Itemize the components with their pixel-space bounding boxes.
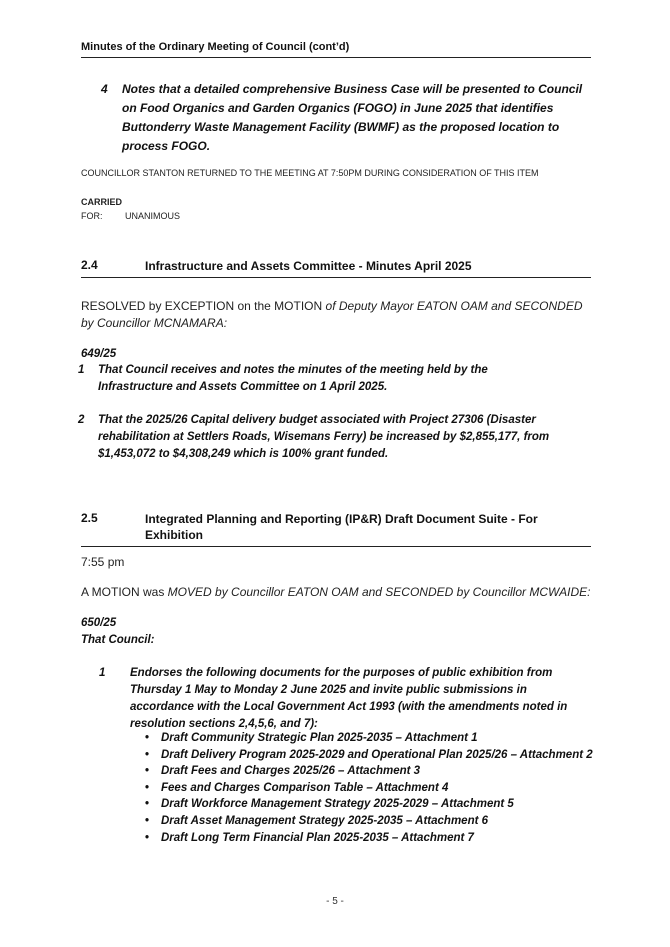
resolution-number-649: 649/25 [81, 348, 117, 360]
section-heading-2-5 [81, 511, 591, 547]
resolution-item-1-exhibition [81, 665, 591, 733]
that-council-heading: That Council: [81, 634, 155, 646]
list-item: • Fees and Charges Comparison Table – Attachment 4 [145, 780, 595, 797]
item-number: 2 [78, 414, 85, 426]
list-item: • Draft Community Strategic Plan 2025-2035 – Attachment 1 [145, 730, 595, 747]
page-number: - 5 - [326, 896, 344, 907]
item-number: 4 [101, 82, 108, 96]
item-text: That the 2025/26 Capital delivery budget associated with Project 27306 (Disaster rehabilitation at Settlers Roads, Wisemans Ferry) be increased by $2,855,177, from $1,453,072 to $4,308,249 which is 100% grant funded. [98, 414, 550, 460]
page-header: Minutes of the Ordinary Meeting of Council (cont’d) [81, 41, 591, 58]
list-item: • Draft Long Term Financial Plan 2025-2035 – Attachment 7 [145, 830, 595, 847]
list-item: • Draft Asset Management Strategy 2025-2035 – Attachment 6 [145, 813, 595, 830]
councillor-returned-note: COUNCILLOR STANTON RETURNED TO THE MEETING AT 7:50PM DURING CONSIDERATION OF THIS ITEM [81, 168, 539, 178]
section-title: Infrastructure and Assets Committee - Minutes April 2025 [145, 259, 472, 273]
list-item: • Draft Workforce Management Strategy 2025-2029 – Attachment 5 [145, 796, 595, 813]
resolution-item-2 [78, 412, 601, 463]
for-value: UNANIMOUS [125, 211, 181, 221]
motion-statement-2-4 [81, 298, 591, 332]
section-title: Integrated Planning and Reporting (IP&R) Draft Document Suite - For Exhibition [145, 512, 538, 542]
motion-mover: of Deputy Mayor EATON OAM and SECONDED by Councillor MCNAMARA: [81, 299, 583, 330]
carried-label: CARRIED [81, 197, 123, 207]
meeting-time: 7:55 pm [81, 555, 125, 569]
for-label: FOR: [81, 211, 103, 221]
resolution-item-1 [78, 362, 601, 396]
list-item: • Draft Delivery Program 2025-2029 and Operational Plan 2025/26 – Attachment 2 [145, 747, 595, 764]
item-number: 1 [99, 667, 106, 679]
item-text: That Council receives and notes the minutes of the meeting held by the Infrastructure and Assets Committee on 1 April 2025. [98, 364, 488, 393]
resolution-number-650: 650/25 [81, 617, 117, 629]
motion-prefix: RESOLVED by EXCEPTION on the MOTION [81, 299, 323, 313]
motion-prefix: A MOTION was [81, 585, 165, 599]
motion-mover: MOVED by Councillor EATON OAM and SECONDED by Councillor MCWAIDE: [164, 585, 591, 599]
section-number: 2.4 [81, 258, 98, 272]
list-item: • Draft Fees and Charges 2025/26 – Attachment 3 [145, 763, 595, 780]
attachment-list [145, 730, 595, 846]
section-number: 2.5 [81, 511, 98, 525]
motion-statement-2-5 [81, 584, 591, 601]
item-text: Endorses the following documents for the purposes of public exhibition from Thursday 1 May to Monday 2 June 2025 and invite public submissions in accordance with the Local Government Act 1993 (with the amendments noted in resolution sections 2,4,5,6, and 7): [130, 667, 568, 730]
section-heading-2-4 [81, 258, 591, 278]
item-number: 1 [78, 364, 85, 376]
item-text: Notes that a detailed comprehensive Business Case will be presented to Council on Food Organics and Garden Organics (FOGO) in June 2025 that identifies Buttonderry Waste Management Facility (BWMF) as the proposed location to process FOGO. [122, 82, 583, 153]
